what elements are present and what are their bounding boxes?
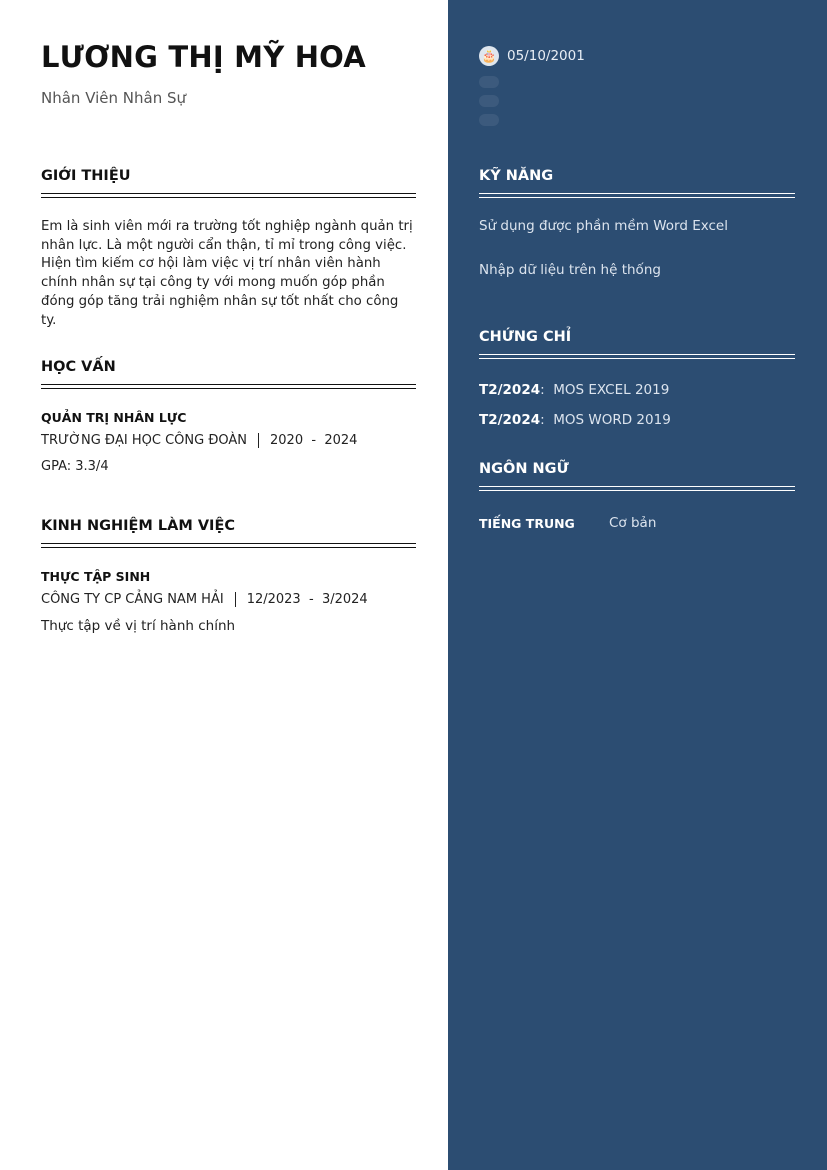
intro-text: Em là sinh viên mới ra trường tốt nghiệp ngành quản trị nhân lực. Là một người cẩn thận, tỉ mỉ trong công việc. Hiện tìm kiếm cơ hội làm việc vị trí nhân viên hành chính nhân sự tại công ty với mong muốn góp phần đóng góp tăng trải nghiệm nhân sự tốt nhất cho công ty. — [41, 219, 413, 328]
certificates-divider — [479, 354, 795, 359]
intro-heading: GIỚI THIỆU — [41, 168, 131, 184]
placeholder-icon — [479, 76, 499, 88]
divider — [258, 433, 259, 448]
languages-divider — [479, 486, 795, 491]
placeholder-icon — [479, 114, 499, 126]
skills-divider — [479, 193, 795, 198]
experience-end: 3/2024 — [321, 592, 368, 607]
job-title: Nhân Viên Nhân Sự — [41, 89, 187, 107]
skill-item: Sử dụng được phần mềm Word Excel — [479, 218, 728, 234]
experience-description: Thực tập về vị trí hành chính — [41, 618, 236, 634]
experience-heading: KINH NGHIỆM LÀM VIỆC — [41, 518, 236, 534]
education-end: 2024 — [324, 433, 358, 448]
certificate-date: T2/2024 — [479, 382, 541, 398]
education-meta — [41, 433, 357, 448]
languages-heading: NGÔN NGỮ — [479, 461, 569, 477]
skills-heading: KỸ NĂNG — [479, 168, 554, 184]
experience-company: CÔNG TY CP CẢNG NAM HẢI — [41, 592, 224, 607]
certificate-date: T2/2024 — [479, 412, 541, 428]
certificate-name: MOS EXCEL 2019 — [553, 382, 670, 398]
divider — [235, 592, 236, 607]
skill-item: Nhập dữ liệu trên hệ thống — [479, 262, 661, 278]
education-school: TRƯỜNG ĐẠI HỌC CÔNG ĐOÀN — [41, 433, 248, 448]
date-dash: - — [308, 592, 314, 607]
education-start: 2020 — [270, 433, 304, 448]
sidebar — [448, 0, 827, 1170]
candidate-name: LƯƠNG THỊ MỸ HOA — [41, 40, 366, 74]
experience-divider — [41, 543, 416, 548]
language-name: TIẾNG TRUNG — [479, 516, 575, 531]
education-heading: HỌC VẤN — [41, 359, 116, 375]
education-gpa: GPA: 3.3/4 — [41, 459, 109, 474]
placeholder-icon — [479, 95, 499, 107]
certificate-name: MOS WORD 2019 — [553, 412, 671, 428]
certificates-heading: CHỨNG CHỈ — [479, 329, 572, 345]
date-of-birth: 05/10/2001 — [507, 48, 585, 64]
certificate-item: T2/2024: MOS WORD 2019 — [479, 412, 671, 428]
intro-divider — [41, 193, 416, 198]
experience-position: THỰC TẬP SINH — [41, 569, 151, 584]
education-divider — [41, 384, 416, 389]
experience-start: 12/2023 — [246, 592, 301, 607]
certificate-item: T2/2024: MOS EXCEL 2019 — [479, 382, 670, 398]
experience-meta — [41, 592, 368, 607]
birthday-cake-icon: 🎂 — [479, 46, 499, 66]
education-major: QUẢN TRỊ NHÂN LỰC — [41, 410, 187, 425]
date-dash: - — [311, 433, 317, 448]
language-level: Cơ bản — [609, 515, 657, 531]
